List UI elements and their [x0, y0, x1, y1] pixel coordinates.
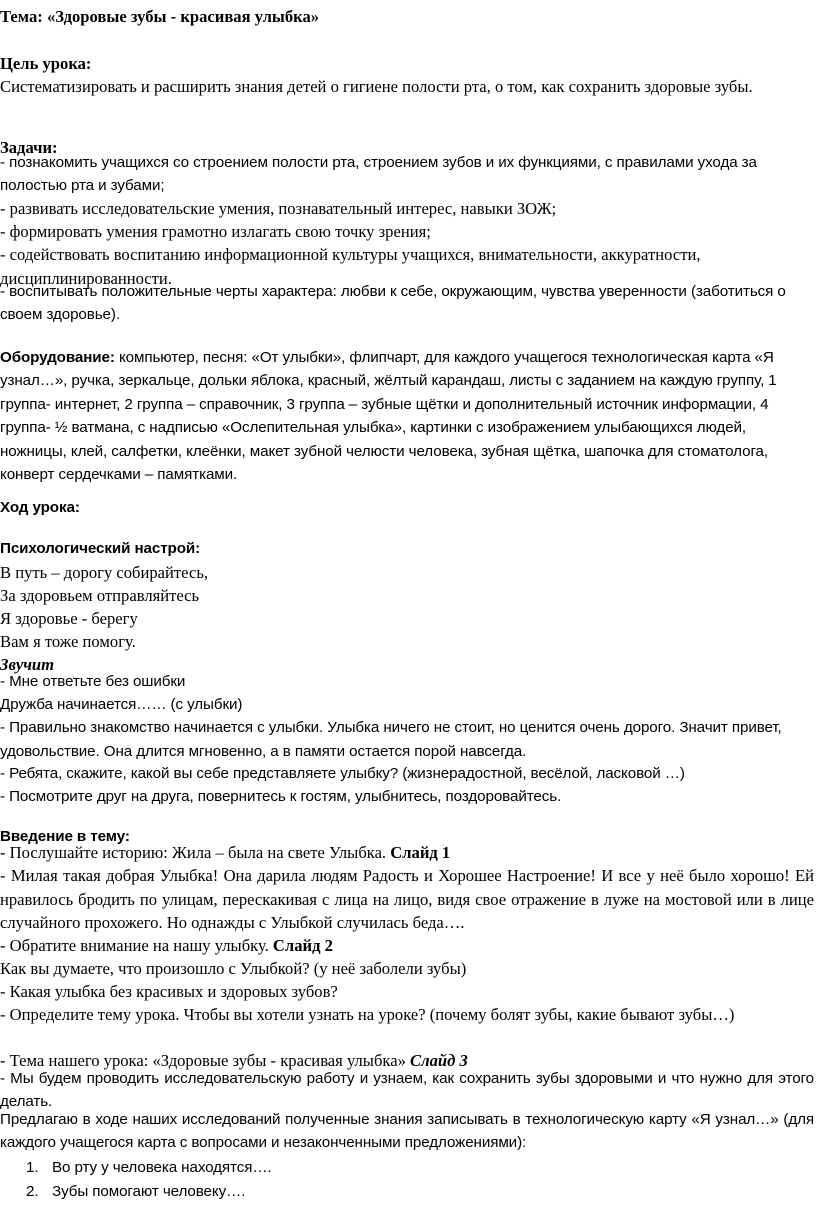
task-item-2: - развивать исследовательские умения, познавательный интерес, навыки ЗОЖ;: [0, 199, 557, 218]
list-item-number: 1.: [26, 1159, 39, 1176]
intro-line-4: Как вы думаете, что произошло с Улыбкой? (у неё заболели зубы): [0, 959, 467, 978]
course-heading: Ход урока:: [0, 499, 80, 516]
intro-line-6: - Определите тему урока. Чтобы вы хотели узнать на уроке? (почему болят зубы, какие бывают зубы…): [0, 1005, 735, 1024]
poem-line-2: За здоровьем отправляйтесь: [0, 586, 200, 605]
dialog-line-3: - Правильно знакомство начинается с улыбки. Улыбка ничего не стоит, но ценится очень дорого. Значит привет, удовольствие. Она длится мгновенно, а в памяти остается порой навсегда.: [0, 719, 782, 760]
slide-1-label: Слайд 1: [390, 843, 451, 862]
dialog-line-5: - Посмотрите друг на друга, повернитесь к гостям, улыбнитесь, поздоровайтесь.: [0, 788, 562, 805]
psych-heading: Психологический настрой:: [0, 540, 201, 557]
dialog-line-2: Дружба начинается…… (с улыбки): [0, 696, 243, 713]
numbered-list: [0, 1156, 814, 1204]
intro-line-3: - Обратите внимание на нашу улыбку. Слайд 2: [0, 936, 333, 955]
list-item: [0, 1180, 814, 1204]
task-item-3: - формировать умения грамотно излагать свою точку зрения;: [0, 222, 431, 241]
task-item-1: - познакомить учащихся со строением полости рта, строением зубов и их функциями, с правилами ухода за полостью рта и зубами;: [0, 154, 757, 195]
poem-line-3: Я здоровье - берегу: [0, 609, 138, 628]
list-item: [0, 1156, 814, 1180]
task-item-4: - содействовать воспитанию информационной культуры учащихся, внимательности, аккуратности, дисциплинированности.: [0, 245, 701, 288]
list-item-number: 2.: [26, 1183, 39, 1200]
equipment-paragraph: [0, 346, 814, 486]
equipment-label: Оборудование:: [0, 349, 115, 366]
intro-line-2: - Милая такая добрая Улыбка! Она дарила людям Радость и Хорошее Настроение! И все у неё было хорошо! Ей нравилось бродить по улицам, перескакивая с лица на лицо, видя свое отражение в луже на мостовой или в лице случайного прохожего. Но однажды с Улыбкой случилась беда….: [0, 866, 814, 933]
poem-line-4: Вам я тоже помогу.: [0, 632, 136, 651]
list-item-text: Во рту у человека находятся….: [52, 1159, 272, 1176]
poem-line-1: В путь – дорогу собирайтесь,: [0, 563, 209, 582]
task-item-5: - воспитывать положительные черты характера: любви к себе, окружающим, чувства уверенности (заботиться о своем здоровье).: [0, 283, 786, 324]
intro-line-9: Предлагаю в ходе наших исследований полученные знания записывать в технологическую карту «Я узнал…» (для каждого учащегося карта с вопросами и незаконченными предложениями):: [0, 1111, 814, 1152]
intro-line-5: - Какая улыбка без красивых и здоровых зубов?: [0, 982, 338, 1001]
topic-text: «Здоровые зубы - красивая улыбка»: [42, 7, 320, 26]
intro-line-8: - Мы будем проводить исследовательскую работу и узнаем, как сохранить зубы здоровыми и что нужно для этого делать.: [0, 1070, 814, 1111]
topic-label: Тема:: [0, 7, 43, 26]
tasks-heading: Задачи:: [0, 138, 58, 157]
list-item-text: Зубы помогают человеку….: [52, 1183, 246, 1200]
intro-line-7: - Тема нашего урока: «Здоровые зубы - красивая улыбка» Слайд 3: [0, 1051, 468, 1070]
equipment-text: компьютер, песня: «От улыбки», флипчарт, для каждого учащегося технологическая карта «Я узнал…», ручка, зеркальце, дольки яблока, красный, жёлтый карандаш, листы с заданием на каждую группу, 1 группа- интернет, 2 группа – справочник, 3 группа – зубные щётки и дополнительный источник информации, 4 группа- ½ ватмана, с надписью «Ослепительная улыбка», картинки с изображением улыбающихся людей, ножницы, клей, салфетки, клеёнки, макет зубной челюсти человека, зубная щётка, шапочка для стоматолога, конверт сердечками – памятками.: [0, 349, 777, 484]
goal-heading: Цель урока:: [0, 54, 92, 73]
intro-line-1: - Послушайте историю: Жила – была на свете Улыбка. Слайд 1: [0, 843, 451, 862]
dialog-line-4: - Ребята, скажите, какой вы себе представляете улыбку? (жизнерадостной, весёлой, ласковой …): [0, 765, 685, 782]
dialog-line-1: - Мне ответьте без ошибки: [0, 673, 186, 690]
slide-2-label: Слайд 2: [272, 936, 333, 955]
slide-3-label: Слайд 3: [410, 1051, 468, 1070]
goal-text: Систематизировать и расширить знания детей о гигиене полости рта, о том, как сохранить здоровые зубы.: [0, 77, 753, 96]
sounds-note: Звучит: [0, 655, 55, 674]
topic-line: [0, 5, 814, 29]
intro-heading: Введение в тему:: [0, 828, 130, 845]
